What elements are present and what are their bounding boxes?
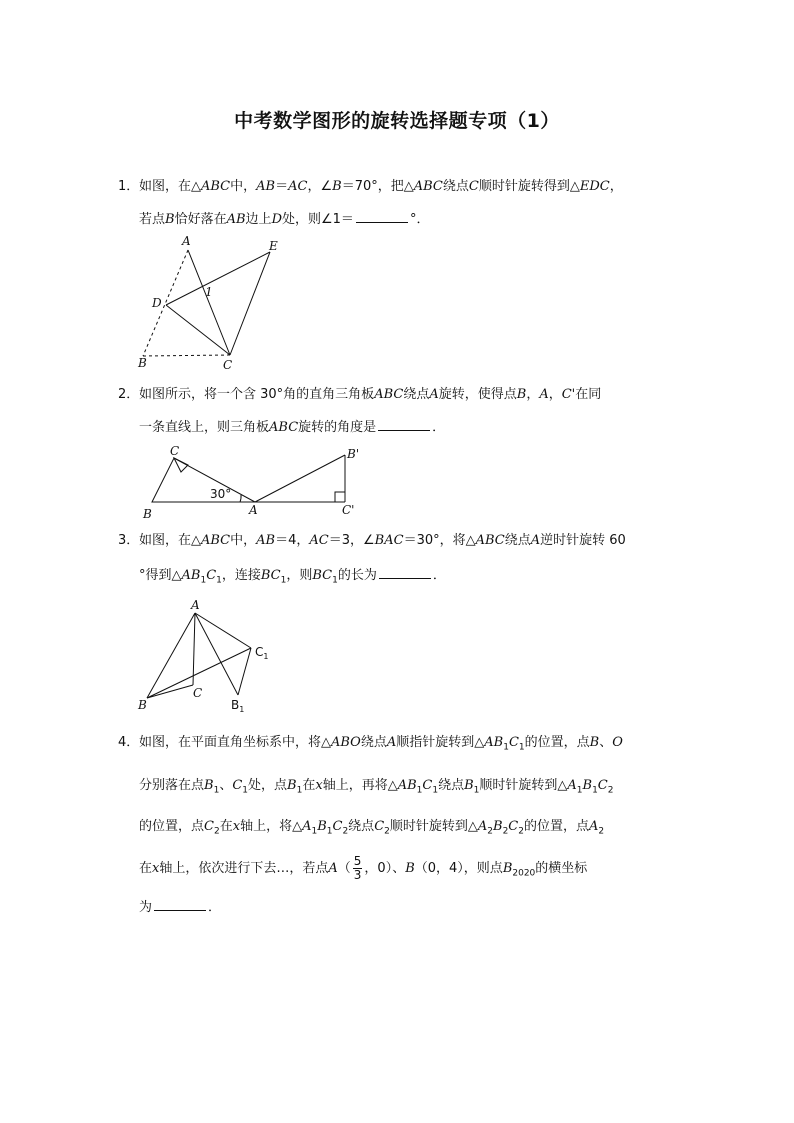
q2-label-b-prime: B' — [347, 447, 360, 461]
q3-side-b1c1 — [238, 648, 251, 695]
q1-label-a: A — [182, 234, 191, 248]
q2-number: 2． — [118, 387, 140, 402]
q1-label-b: B — [138, 356, 147, 370]
q4-number: 4． — [118, 735, 140, 750]
q4-line-5: 为 ． — [139, 900, 222, 915]
q4-line-3: 的位置，点$C_2$在x轴上，将$\triangle A_1B_1C_2$绕点$C_2$顺时针旋转到$\triangle A_2B_2C_2$的位置，点$A_2$ — [139, 819, 605, 837]
q3-label-c: C — [193, 686, 203, 700]
q1-label-c: C — [223, 358, 233, 372]
q3-line-1: 3． 如图，在△ABC中，AB＝4，AC＝3，∠BAC＝30°，将△ABC绕点A逆时针旋转 60 — [118, 533, 626, 548]
q4-line-4: 在x轴上，依次进行下去…，若点A（ $\frac{5}{3}$ ，0）、B（0，4），则点$B_{2020}$的横坐标 — [139, 854, 588, 882]
q2-label-c: C — [170, 444, 180, 458]
q4-line-2: 分别落在点$B_1$、$C_1$处，点$B_1$在x轴上，再将$\triangle AB_1C_1$绕点$B_1$顺时针旋转到$\triangle A_1B_1C_2$ — [139, 778, 614, 796]
q3-label-c1: $C_1$ — [255, 645, 269, 661]
q2-label-a: A — [249, 503, 258, 517]
q2-label-b: B — [143, 507, 152, 521]
q2-line-2: 一条直线上，则三角板ABC旋转的角度是 ． — [139, 420, 446, 435]
q2-label-c-prime: C' — [342, 503, 355, 517]
q2-line-1: 2． 如图所示，将一个含 30°角的直角三角板ABC绕点A旋转，使得点B，A，C'在同 — [118, 387, 602, 402]
q3-number: 3． — [118, 533, 140, 548]
q4-line-1: 4． 如图，在平面直角坐标系中，将△ABO绕点A顺指针旋转到$\triangle AB_1C_1$的位置，点B、O — [118, 735, 623, 753]
q3-side-ac — [193, 613, 195, 685]
page-title: 中考数学图形的旋转选择题专项（1） — [234, 110, 560, 132]
q3-side-ab — [147, 613, 195, 698]
q2-label-30deg: 30° — [210, 487, 232, 501]
q1-line-1: 1． 如图，在△ABC中，AB＝AC，∠B＝70°，把△ABC绕点C顺时针旋转得到△EDC， — [118, 179, 623, 194]
q3-side-ac1 — [195, 613, 251, 648]
q1-number: 1． — [118, 179, 140, 194]
q3-label-b1: $B_1$ — [231, 698, 245, 714]
q3-line-2: °得到$\triangle AB_1C_1$，连接$BC_1$，则$BC_1$的长为 ． — [139, 568, 446, 586]
fraction-five-thirds: $\frac{5}{3}$ — [353, 854, 362, 882]
q1-line-2: 若点B恰好落在AB边上D处，则∠1＝ °． — [139, 212, 430, 227]
q1-label-e: E — [269, 239, 278, 253]
q4-answer-blank[interactable] — [154, 898, 206, 911]
q1-label-d: D — [152, 296, 162, 310]
q1-label-1: 1 — [205, 285, 213, 299]
q3-label-b: B — [138, 698, 147, 712]
q3-side-ab1 — [195, 613, 238, 695]
q3-label-a: A — [191, 598, 200, 612]
